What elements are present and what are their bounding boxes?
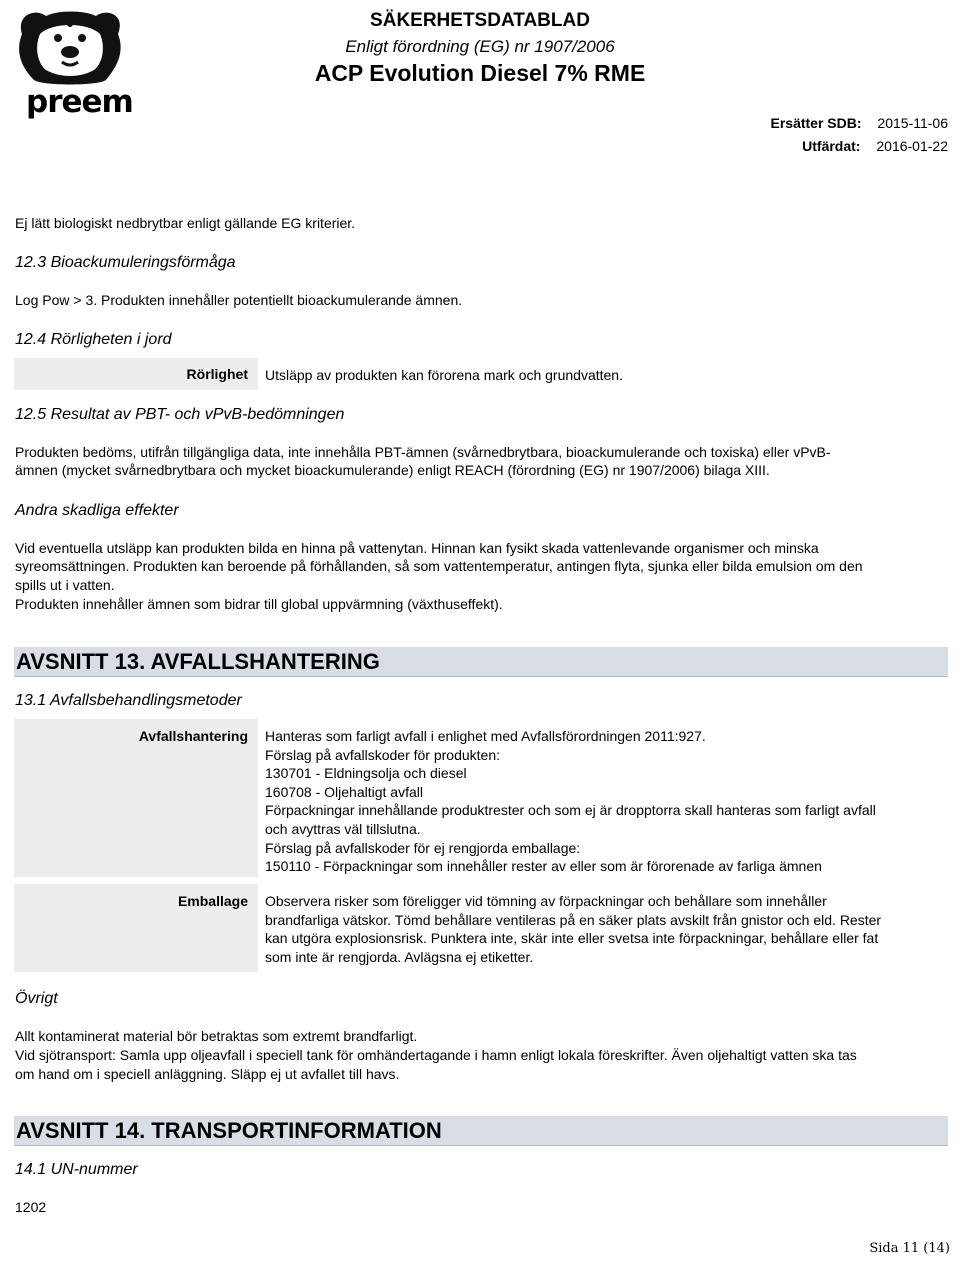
- mobility-label: Rörlighet: [14, 358, 258, 390]
- packaging-line: brandfarliga vätskor. Tömd behållare ventileras på en säker plats avskilt från gnistor och eld. Rester: [265, 911, 882, 928]
- pbt-line-1: Produkten bedöms, utifrån tillgängliga data, inte innehålla PBT-ämnen (svårnedbrytbara, bioackumulerande och toxiska) eller vPvB-: [15, 444, 831, 460]
- waste-line: och avyttras väl tillslutna.: [265, 820, 421, 837]
- replaces-row: [771, 115, 949, 131]
- waste-line: 160708 - Oljehaltigt avfall: [265, 783, 423, 800]
- waste-line: Hanteras som farligt avfall i enlighet med Avfallsförordningen 2011:927.: [265, 728, 706, 744]
- issued-label: Utfärdat:: [802, 138, 861, 154]
- other-effects-line-2: syreomsättningen. Produkten kan beroende på förhållanden, så som vattentemperatur, antingen flyta, sjunka eller bilda emulsion om den: [15, 558, 863, 574]
- document-title: SÄKERHETSDATABLAD: [370, 10, 590, 31]
- un-number: 1202: [15, 1199, 47, 1215]
- waste-line: Förpackningar innehållande produktrester och som ej är dropptorra skall hanteras som farligt avfall: [265, 802, 876, 819]
- packaging-line: som inte är rengjorda. Avlägsna ej etiketter.: [265, 948, 534, 965]
- replaces-value: 2015-11-06: [877, 115, 948, 131]
- replaces-label: Ersätter SDB:: [770, 115, 862, 131]
- packaging-value: [265, 892, 881, 966]
- heading-12-5: 12.5 Resultat av PBT- och vPvB-bedömningen: [15, 406, 345, 423]
- other-effects-line-1: Vid eventuella utsläpp kan produkten bilda en hinna på vattenytan. Hinnan kan fysikt skada vattenlevande organismer och minska: [15, 540, 819, 556]
- heading-12-4: 12.4 Rörligheten i jord: [15, 331, 172, 348]
- section-13-heading: AVSNITT 13. AVFALLSHANTERING: [14, 647, 948, 677]
- other-line-1: Allt kontaminerat material bör betraktas som extremt brandfarligt.: [15, 1028, 418, 1044]
- other-effects-heading: Andra skadliga effekter: [15, 502, 179, 519]
- other-line-2: Vid sjötransport: Samla upp oljeavfall i speciell tank för omhändertagande i hamn enligt lokala föreskrifter. Även oljehaltigt vatten ska tas: [15, 1047, 857, 1063]
- other-effects-line-4: Produkten innehåller ämnen som bidrar till global uppvärmning (växthuseffekt).: [15, 596, 503, 612]
- regulation-subtitle: Enligt förordning (EG) nr 1907/2006: [345, 37, 615, 56]
- waste-line: 150110 - Förpackningar som innehåller rester av eller som är förorenade av farliga ämnen: [265, 858, 822, 875]
- product-name: ACP Evolution Diesel 7% RME: [314, 60, 646, 86]
- packaging-line: Observera risker som föreligger vid tömning av förpackningar och behållare som innehåller: [265, 893, 827, 909]
- pbt-line-2: ämnen (mycket svårnedbrytbara och mycket bioackumulerande) enligt REACH (förordning (EG) nr 1907/2006) bilaga XIII.: [15, 462, 770, 478]
- other-heading: Övrigt: [15, 990, 58, 1007]
- section-14-heading: AVSNITT 14. TRANSPORTINFORMATION: [14, 1116, 948, 1146]
- packaging-line: kan utgöra explosionsrisk. Punktera inte, skär inte eller svetsa inte förpackningar, behållare eller fat: [265, 930, 879, 947]
- waste-line: Förslag på avfallskoder för produkten:: [265, 746, 501, 763]
- other-line-3: om hand om i speciell anläggning. Släpp ej ut avfallet till havs.: [15, 1066, 400, 1082]
- issued-value: 2016-01-22: [876, 138, 948, 154]
- heading-12-3: 12.3 Bioackumuleringsförmåga: [15, 254, 236, 271]
- heading-13-1: 13.1 Avfallsbehandlingsmetoder: [15, 692, 242, 709]
- heading-14-1: 14.1 UN-nummer: [15, 1161, 138, 1178]
- packaging-label: Emballage: [14, 884, 258, 972]
- bioaccumulation-text: Log Pow > 3. Produkten innehåller potentiellt bioackumulerande ämnen.: [15, 292, 463, 308]
- biodegradability-text: Ej lätt biologiskt nedbrytbar enligt gällande EG kriterier.: [15, 215, 356, 231]
- waste-handling-label: Avfallshantering: [14, 719, 258, 877]
- page-number: Sida 11 (14): [869, 1241, 950, 1256]
- mobility-value: Utsläpp av produkten kan förorena mark och grundvatten.: [265, 367, 623, 383]
- waste-line: 130701 - Eldningsolja och diesel: [265, 765, 467, 782]
- logo-text: preem: [26, 84, 133, 120]
- other-effects-line-3: spills ut i vatten.: [15, 577, 115, 593]
- waste-line: Förslag på avfallskoder för ej rengjorda emballage:: [265, 839, 581, 856]
- issued-row: [802, 138, 948, 154]
- waste-handling-value: [265, 727, 876, 876]
